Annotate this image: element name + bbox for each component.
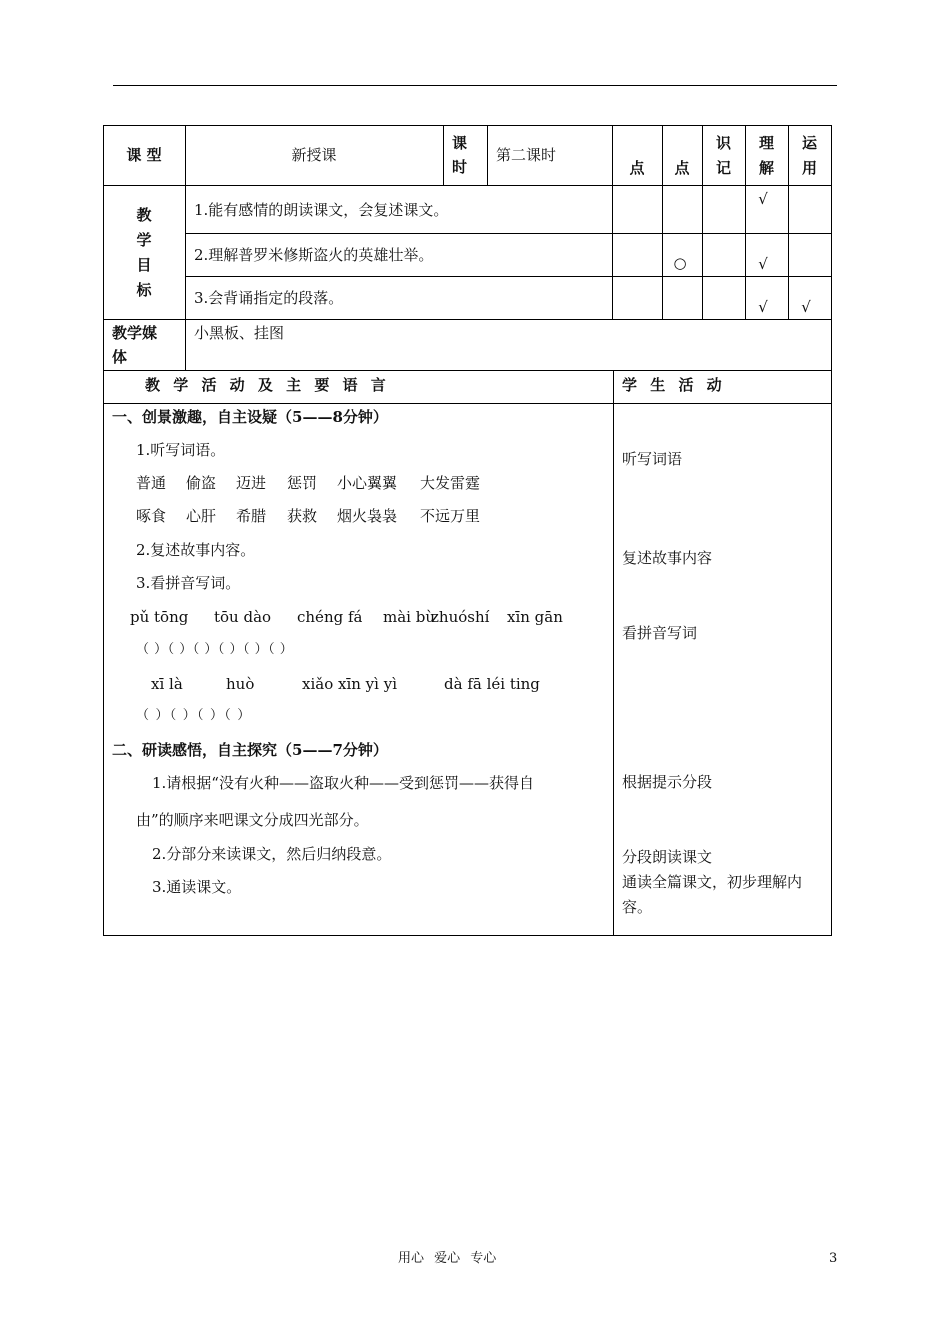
pinyin: xīn gān	[507, 608, 563, 626]
student-activity-3: 看拼音写词	[622, 624, 698, 642]
student-activity-5: 分段朗读课文	[622, 848, 713, 866]
goal-3-mark-apply: √	[801, 298, 811, 316]
goals-label-4: 标	[136, 281, 152, 299]
pinyin: pǔ tōng	[130, 608, 189, 626]
goal-2-mark-understand: √	[758, 255, 768, 273]
word: 惩罚	[287, 474, 318, 492]
section-1-item-2: 2.复述故事内容。	[136, 541, 256, 559]
pinyin: chéng fá	[297, 608, 363, 626]
section-2-item-2: 2.分部分来读课文，然后归纳段意。	[152, 845, 392, 863]
goals-label-3: 目	[136, 256, 152, 274]
word: 啄食	[136, 507, 167, 525]
lesson-type-label: 课 型	[126, 146, 162, 164]
pinyin: huò	[226, 675, 255, 693]
pinyin: xiǎo xīn yì yì	[302, 675, 397, 693]
student-activity-4: 根据提示分段	[622, 773, 713, 791]
goal-3-text: 3.会背诵指定的段落。	[194, 289, 344, 307]
student-activity-1: 听写词语	[622, 450, 683, 468]
col-header-5-line1: 运	[801, 134, 817, 152]
word: 小心翼翼	[337, 474, 398, 492]
brackets-row-1: （ ）（ ）（ ）（ ）（ ）（ ）	[136, 642, 294, 657]
col-header-4-line1: 理	[758, 134, 774, 152]
section-1-item-3: 3.看拼音写词。	[136, 574, 241, 592]
goals-label-2: 学	[136, 231, 152, 249]
student-activity-6b: 容。	[622, 898, 653, 916]
section-2-item-1a: 1.请根据“没有火种——盗取火种——受到惩罚——获得自	[152, 774, 534, 792]
goal-3-mark-understand: √	[758, 298, 768, 316]
period-value: 第二课时	[496, 146, 557, 164]
section-2-item-3: 3.通读课文。	[152, 878, 242, 896]
word: 普通	[136, 474, 167, 492]
section-1-item-1: 1.听写词语。	[136, 441, 226, 459]
col-header-5-line2: 用	[801, 159, 817, 177]
section-2-item-1b: 由”的顺序来吧课文分成四光部分。	[136, 811, 369, 829]
section-2-title: 二、研读感悟，自主探究（5——7分钟）	[112, 741, 388, 759]
goals-label-1: 教	[136, 206, 152, 224]
period-label-1: 课	[452, 134, 468, 152]
header-rule	[113, 85, 837, 86]
period-label-2: 时	[452, 158, 468, 176]
goal-2-mark-circle: ○	[673, 254, 687, 272]
activity-header: 教 学 活 动 及 主 要 语 言	[145, 376, 390, 394]
pinyin: mài bù	[383, 608, 435, 626]
word: 心肝	[186, 507, 217, 525]
pinyin: tōu dào	[214, 608, 272, 626]
pinyin: xī là	[151, 675, 183, 693]
student-activity-2: 复述故事内容	[622, 549, 713, 567]
col-header-2-line2: 点	[674, 159, 690, 177]
word: 烟火袅袅	[337, 507, 398, 525]
col-header-3-line2: 记	[715, 159, 731, 177]
word: 不远万里	[420, 507, 481, 525]
word: 希腊	[236, 507, 267, 525]
media-label-2: 体	[112, 348, 128, 366]
section-1-title: 一、创景激趣，自主设疑（5——8分钟）	[112, 408, 388, 426]
col-header-3-line1: 识	[715, 134, 731, 152]
pinyin: dà fā léi ting	[444, 675, 540, 693]
student-header: 学 生 活 动	[622, 376, 726, 394]
media-value: 小黑板、挂图	[194, 324, 285, 342]
goal-2-text: 2.理解普罗米修斯盗火的英雄壮举。	[194, 246, 434, 264]
goal-1-text: 1.能有感情的朗读课文，会复述课文。	[194, 201, 449, 219]
lesson-type-value: 新授课	[291, 146, 337, 164]
word: 大发雷霆	[420, 474, 481, 492]
col-header-1-line2: 点	[629, 159, 645, 177]
word: 获救	[287, 507, 318, 525]
goal-1-mark-understand: √	[758, 190, 768, 208]
pinyin: zhuóshí	[431, 608, 490, 626]
page-number: 3	[829, 1251, 838, 1266]
word: 迈进	[236, 474, 267, 492]
student-activity-6a: 通读全篇课文，初步理解内	[622, 873, 803, 891]
media-label-1: 教学媒	[112, 324, 158, 342]
brackets-row-2: （ ）（ ）（ ）（ ）	[136, 708, 252, 723]
footer-motto: 用心 爱心 专心	[398, 1251, 497, 1266]
col-header-4-line2: 解	[758, 159, 774, 177]
word: 偷盗	[186, 474, 217, 492]
